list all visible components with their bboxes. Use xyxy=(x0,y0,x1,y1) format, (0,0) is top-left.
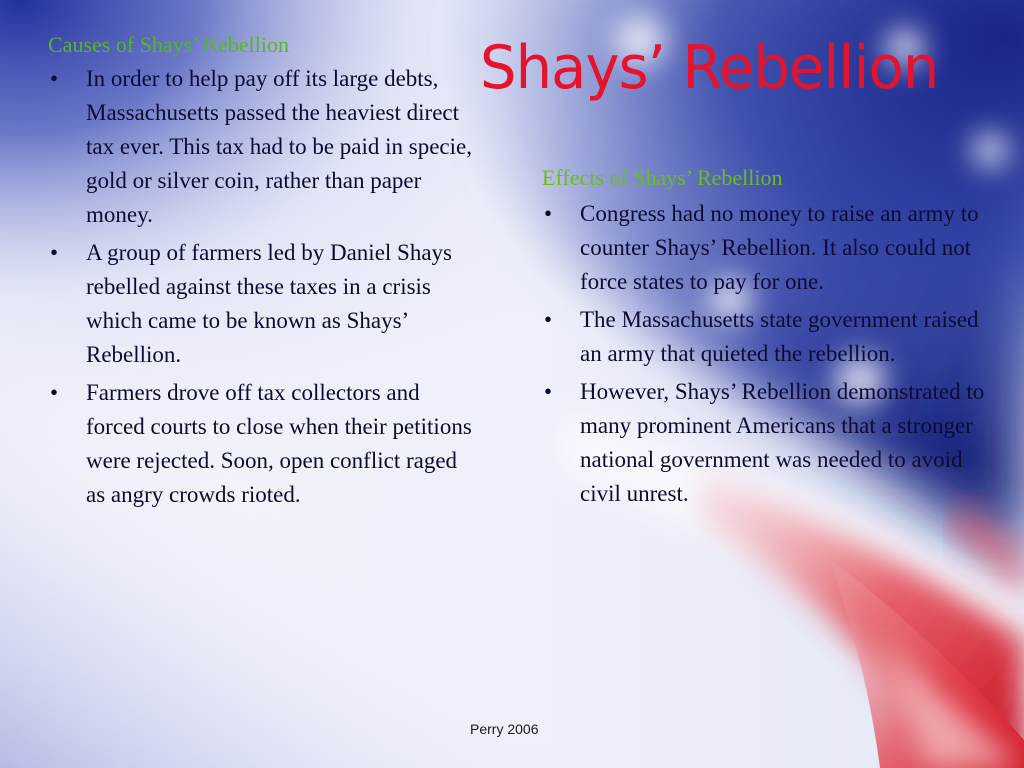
bullet-icon: • xyxy=(544,379,553,404)
effects-section xyxy=(542,163,992,515)
bullet-icon: • xyxy=(50,240,59,265)
bullet-icon: • xyxy=(50,66,59,91)
list-item-text: A group of farmers led by Daniel Shays rebelled against these taxes in a crisis which came to be known as Shays’ Rebellion. xyxy=(86,240,453,367)
list-item-text: However, Shays’ Rebellion demonstrated to many prominent Americans that a stronger national government was needed to avoid civil unrest. xyxy=(580,379,985,506)
list-item xyxy=(542,375,992,511)
bullet-icon: • xyxy=(544,307,553,332)
causes-heading: Causes of Shays’ Rebellion xyxy=(48,32,289,57)
bullet-icon: • xyxy=(50,380,59,405)
bullet-icon: • xyxy=(544,201,553,226)
list-item-text: In order to help pay off its large debts, Massachusetts passed the heaviest direct tax ever. This tax had to be paid in specie, gold or silver coin, rather than paper money. xyxy=(86,66,472,227)
slide-title: Shays’ Rebellion xyxy=(480,33,939,103)
list-item xyxy=(542,197,992,299)
list-item-text: Congress had no money to raise an army to counter Shays’ Rebellion. It also could not force states to pay for one. xyxy=(580,201,979,294)
causes-list xyxy=(48,62,478,512)
list-item xyxy=(48,62,478,232)
causes-section xyxy=(48,30,478,516)
list-item xyxy=(48,376,478,512)
footer-credit: Perry 2006 xyxy=(470,721,539,737)
list-item xyxy=(542,303,992,371)
list-item-text: Farmers drove off tax collectors and forced courts to close when their petitions were rejected. Soon, open conflict raged as angry crowds rioted. xyxy=(86,380,472,507)
effects-list xyxy=(542,197,992,511)
list-item-text: The Massachusetts state government raised an army that quieted the rebellion. xyxy=(580,307,979,366)
effects-heading: Effects of Shays’ Rebellion xyxy=(542,165,783,190)
list-item xyxy=(48,236,478,372)
